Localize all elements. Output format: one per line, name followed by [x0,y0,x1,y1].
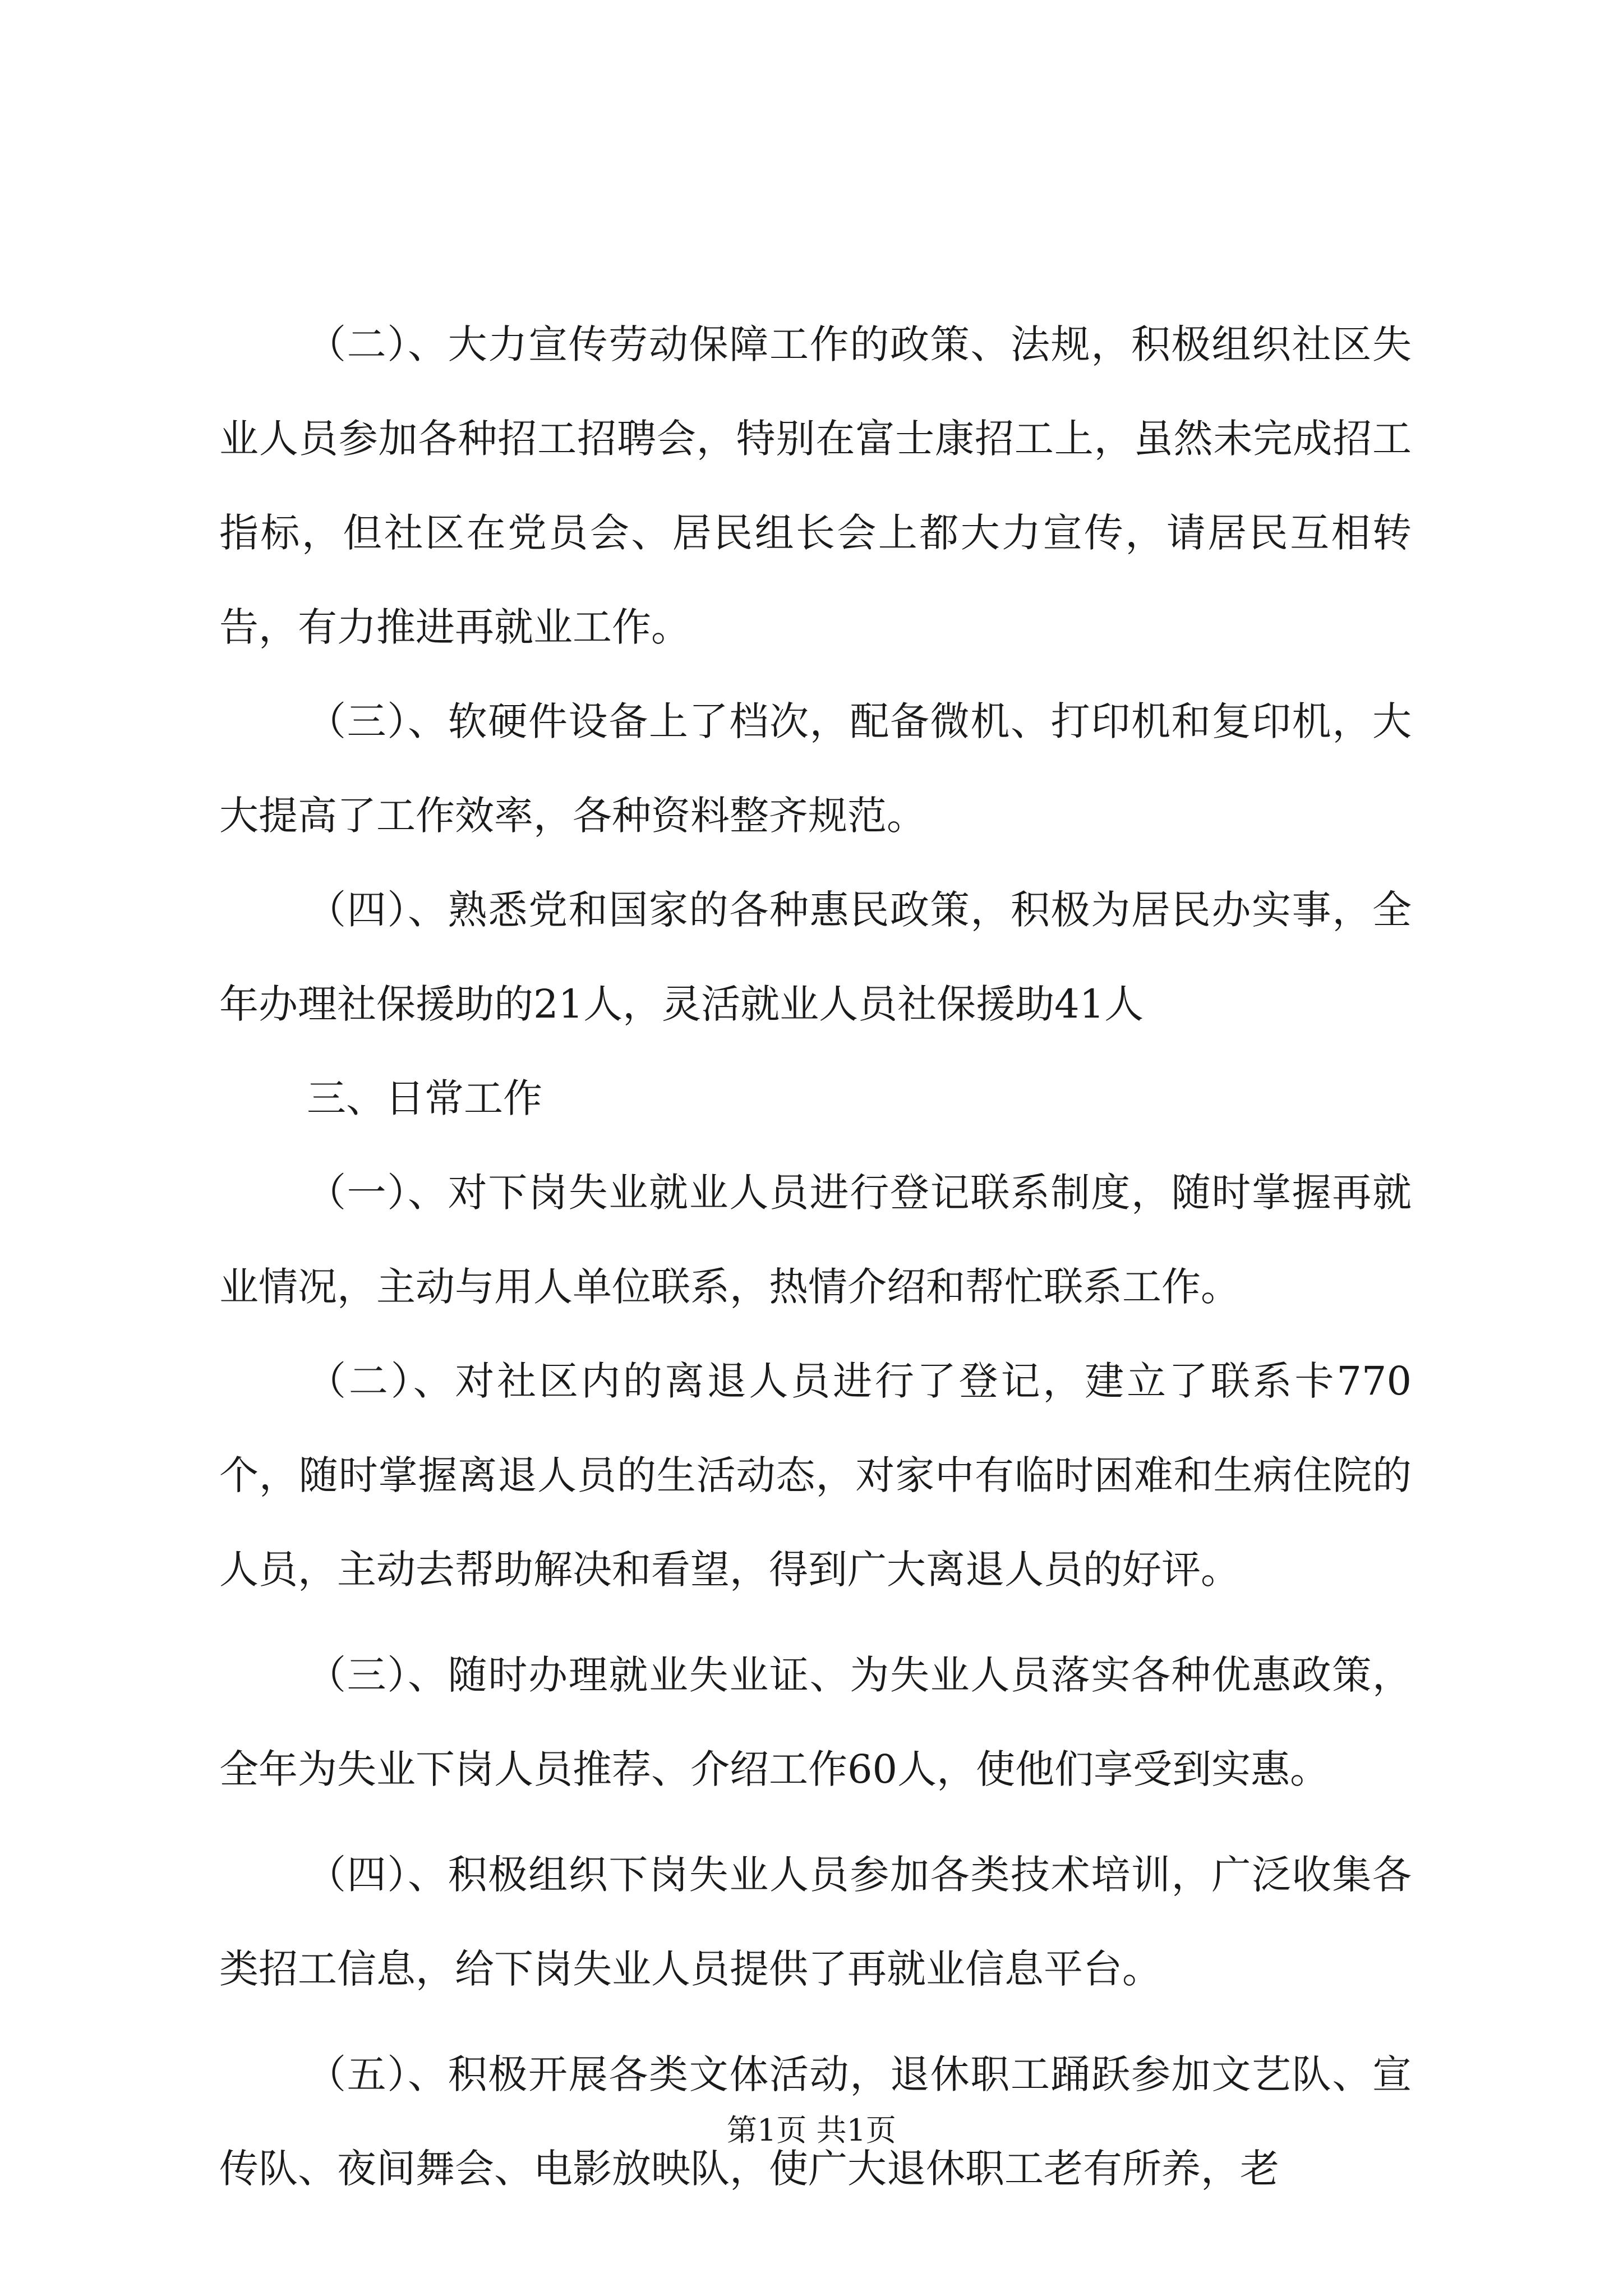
paragraph-2-2-publicity: （二）、大力宣传劳动保障工作的政策、法规，积极组织社区失业人员参加各种招工招聘会，特别在富士康招工上，虽然未完成招工指标，但社区在党员会、居民组长会上都大力宣传，请居民互相转告，有力推进再就业工作。 [219,321,1412,650]
section-heading-daily-work: 三、日常工作 [307,1075,542,1121]
paragraph-3-5-activities: （五）、积极开展各类文体活动，退休职工踊跃参加文艺队、宣传队、夜间舞会、电影放映队，使广大退休职工老有所养，老 [219,2051,1412,2192]
paragraph-2-4-policies: （四）、熟悉党和国家的各种惠民政策，积极为居民办实事，全年办理社保援助的21人，灵活就业人员社保援助41人 [219,887,1412,1027]
document-body [219,297,1412,2216]
paragraph-2-3-equipment: （三）、软硬件设备上了档次，配备微机、打印机和复印机，大大提高了工作效率，各种资料整齐规范。 [219,698,1412,839]
page-footer: 第1页 共1页 [727,2113,896,2148]
paragraph-3-1-registration: （一）、对下岗失业就业人员进行登记联系制度，随时掌握再就业情况，主动与用人单位联系，热情介绍和帮忙联系工作。 [219,1170,1412,1310]
paragraph-3-4-training: （四）、积极组织下岗失业人员参加各类技术培训，广泛收集各类招工信息，给下岗失业人员提供了再就业信息平台。 [219,1852,1412,1992]
paragraph-3-3-certificates: （三）、随时办理就业失业证、为失业人员落实各种优惠政策，全年为失业下岗人员推荐、介绍工作60人，使他们享受到实惠。 [219,1652,1412,1792]
paragraph-3-2-retirees: （二）、对社区内的离退人员进行了登记，建立了联系卡770个，随时掌握离退人员的生活动态，对家中有临时困难和生病住院的人员，主动去帮助解决和看望，得到广大离退人员的好评。 [219,1358,1412,1593]
